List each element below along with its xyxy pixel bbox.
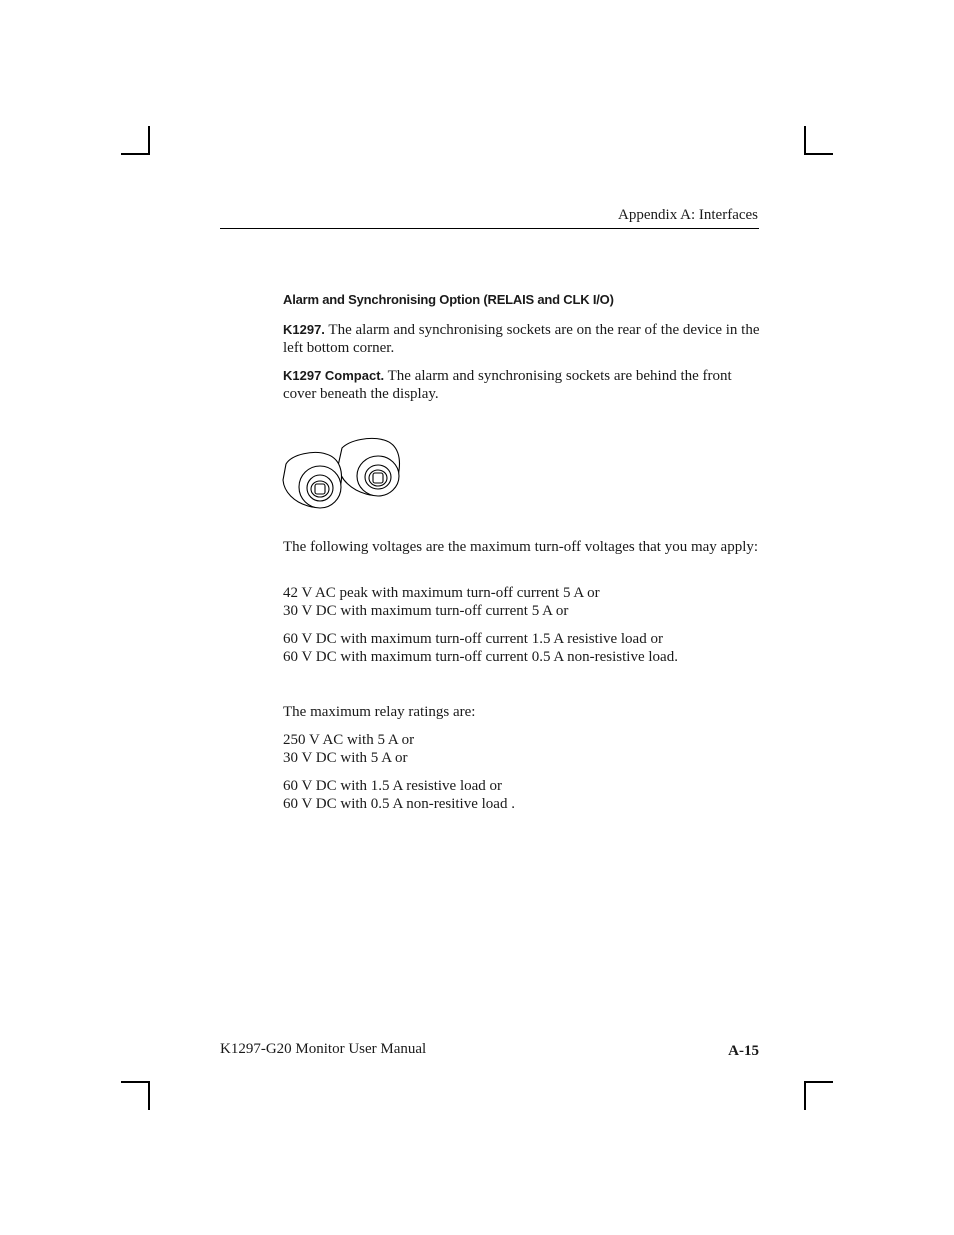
k1297-compact-lead: K1297 Compact. [283, 368, 385, 383]
crop-mark-bottom-right-h [804, 1081, 833, 1083]
crop-mark-bottom-left-v [148, 1081, 150, 1110]
page-number: A-15 [728, 1043, 759, 1059]
crop-mark-top-right-v [804, 126, 806, 155]
list-item: 60 V DC with maximum turn-off current 0.5 A non-resistive load. [283, 649, 678, 665]
crop-mark-bottom-left-h [121, 1081, 150, 1083]
list-item: 30 V DC with maximum turn-off current 5 A or [283, 603, 569, 619]
crop-mark-top-left-h [121, 153, 150, 155]
k1297-paragraph [283, 321, 761, 357]
list-item: 42 V AC peak with maximum turn-off current 5 A or [283, 585, 600, 601]
crop-mark-top-right-h [804, 153, 833, 155]
list-item: 60 V DC with maximum turn-off current 1.5 A resistive load or [283, 631, 663, 647]
running-header: Appendix A: Interfaces [618, 207, 758, 223]
crop-mark-top-left-v [148, 126, 150, 155]
list-item: 250 V AC with 5 A or [283, 732, 415, 748]
header-rule [220, 228, 759, 229]
turnoff-group-2 [283, 630, 761, 666]
footer-manual-title: K1297-G20 Monitor User Manual [220, 1041, 427, 1057]
k1297-lead: K1297. [283, 322, 325, 337]
k1297-compact-text: The alarm and synchronising sockets are behind the front cover beneath the display. [283, 368, 732, 402]
section-heading: Alarm and Synchronising Option (RELAIS and CLK I/O) [283, 292, 614, 307]
relay-group-2 [283, 777, 761, 813]
turnoff-intro-text: The following voltages are the maximum turn-off voltages that you may apply: [283, 539, 759, 555]
relay-group-1 [283, 731, 761, 767]
connector-sockets-icon [280, 436, 405, 516]
relay-intro-text: The maximum relay ratings are: [283, 704, 476, 720]
list-item: 30 V DC with 5 A or [283, 750, 408, 766]
relay-intro [283, 703, 761, 721]
turnoff-intro [283, 538, 761, 556]
k1297-text: The alarm and synchronising sockets are on the rear of the device in the left bottom corner. [283, 322, 760, 356]
list-item: 60 V DC with 1.5 A resistive load or [283, 778, 503, 794]
list-item: 60 V DC with 0.5 A non-resitive load . [283, 796, 515, 812]
turnoff-group-1 [283, 584, 761, 620]
crop-mark-bottom-right-v [804, 1081, 806, 1110]
k1297-compact-paragraph [283, 367, 761, 403]
